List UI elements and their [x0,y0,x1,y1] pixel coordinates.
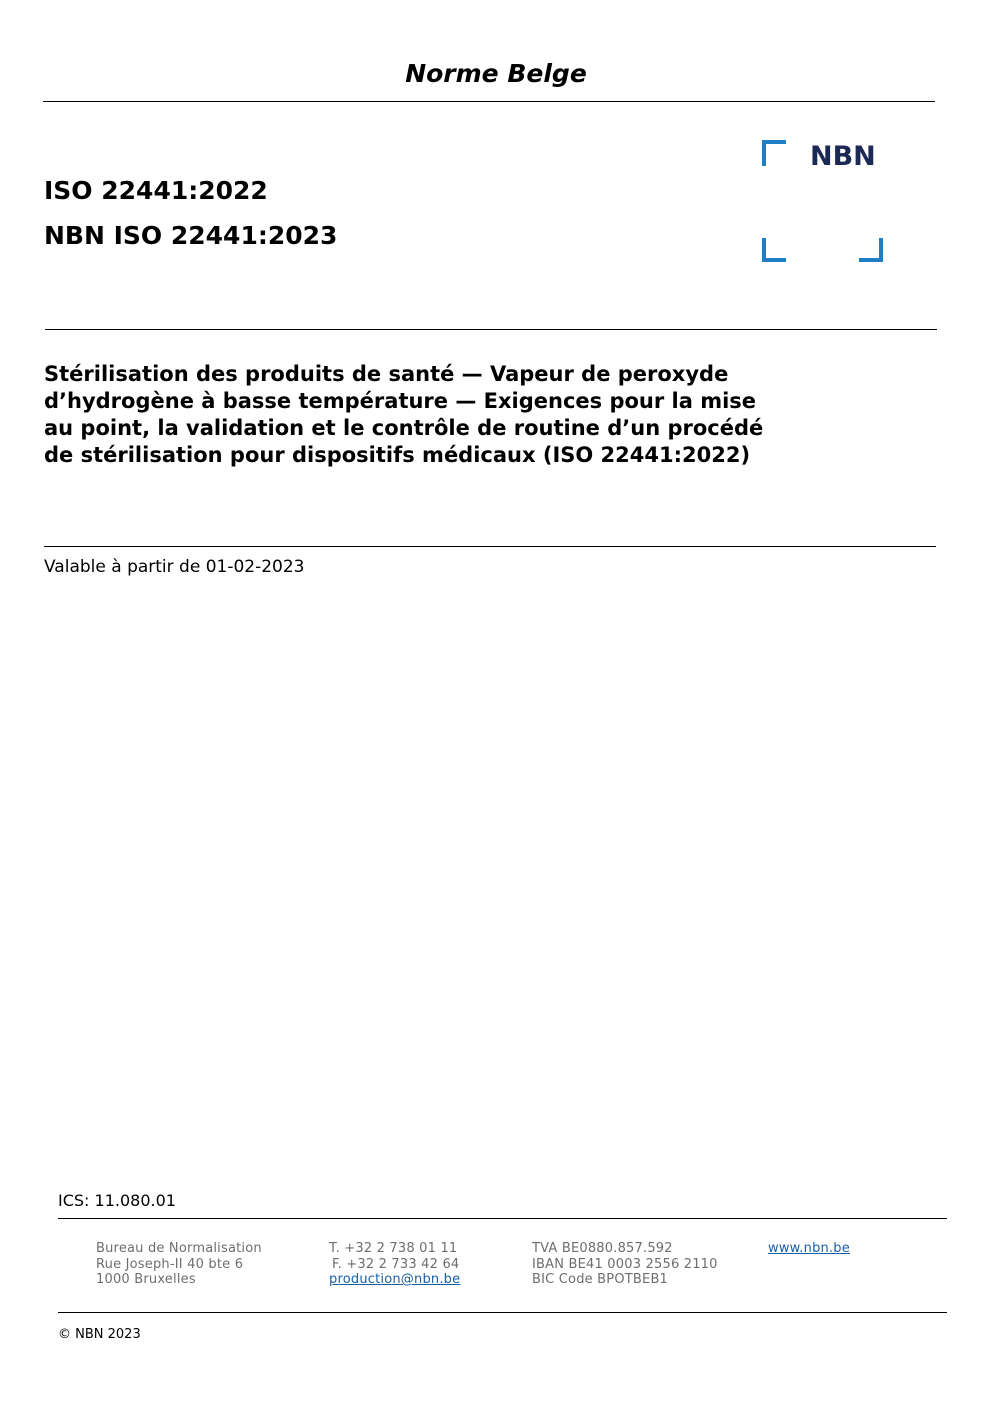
website-link[interactable]: www.nbn.be [768,1241,850,1256]
title-line-1: Stérilisation des produits de santé — Vapeur de peroxyde [44,362,729,386]
footer-contact [329,1241,460,1288]
footer-address [96,1241,262,1288]
bank-bic: BIC Code BPOTBEB1 [532,1272,669,1287]
section-divider-2 [44,546,936,547]
document-title [44,361,864,469]
section-divider-1 [45,329,937,330]
footer-divider-top [58,1218,947,1219]
footer-divider-bottom [58,1312,947,1313]
nbn-code: NBN ISO 22441:2023 [44,221,338,250]
title-line-3: au point, la validation et le contrôle de routine d’un procédé [44,416,764,440]
iso-code: ISO 22441:2022 [44,176,268,205]
ics-code: ICS: 11.080.01 [58,1191,176,1210]
footer-web [768,1241,850,1257]
logo-bracket-bottom-right [859,238,881,260]
logo-bracket-top-left [764,142,786,166]
address-line-2: Rue Joseph-II 40 bte 6 [96,1256,244,1272]
title-line-4: de stérilisation pour dispositifs médicaux (ISO 22441:2022) [44,443,751,467]
address-line-3: 1000 Bruxelles [96,1272,196,1287]
contact-fax: F. +32 2 733 42 64 [332,1256,460,1272]
footer-bank [532,1241,718,1288]
header-title: Norme Belge [405,59,587,88]
contact-phone: T. +32 2 738 01 11 [329,1241,458,1256]
header-divider [43,101,935,102]
validity-date: Valable à partir de 01-02-2023 [44,557,305,577]
bank-vat: TVA BE0880.857.592 [532,1241,673,1256]
contact-email-link[interactable]: production@nbn.be [329,1272,461,1287]
address-line-1: Bureau de Normalisation [96,1241,262,1256]
title-line-2: d’hydrogène à basse température — Exigences pour la mise [44,389,757,413]
nbn-logo [762,140,886,266]
nbn-logo-graphic [762,140,886,266]
copyright: © NBN 2023 [58,1327,141,1342]
logo-text: NBN [810,141,876,172]
logo-bracket-bottom-left [764,238,786,260]
bank-iban: IBAN BE41 0003 2556 2110 [532,1256,718,1272]
